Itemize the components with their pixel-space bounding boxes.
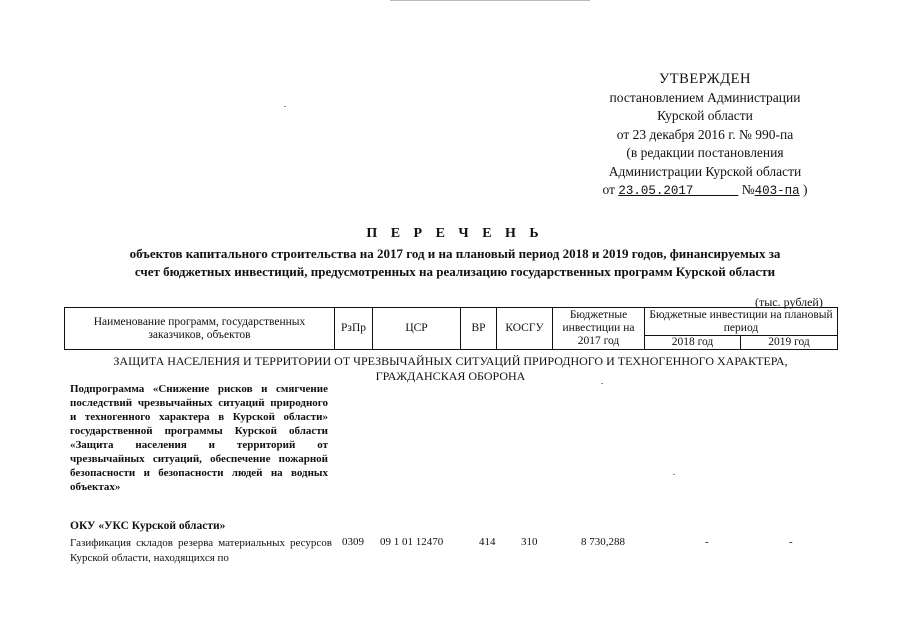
col-planned-period: Бюджетные инвестиции на плановый период [645,308,838,336]
subtitle-line-2: счет бюджетных инвестиций, предусмотренных на реализацию государственных программ Курской области [134,263,776,279]
scan-speck [601,383,603,384]
amend-number: 403-па [754,184,800,198]
object-name: Газификация складов резерва материальных ресурсов Курской области, находящихся по [70,537,332,564]
amend-from-prefix: от [602,182,615,197]
row-2018: - [705,536,709,548]
col-rzpr: РзПр [335,308,373,350]
amend-date: 23.05.2017 [618,184,694,198]
subprogram-title: Подпрограмма «Снижение рисков и смягчение последствий чрезвычайных ситуаций природного и техногенного характера в Курской области» государственной программы Курской области «Защита населения и территорий от чрезвычайных ситуаций, обеспечение пожарной безопасности и безопасности людей на водных объектах» [70,383,328,493]
document-title: П Е Р Е Ч Е Н Ь [366,226,544,241]
section-line-1: ЗАЩИТА НАСЕЛЕНИЯ И ТЕРРИТОРИИ ОТ ЧРЕЗВЫЧАЙНЫХ СИТУАЦИЙ ПРИРОДНОГО И ТЕХНОГЕННОГО ХАРАКТЕРА, [113,354,788,368]
state-customer: ОКУ «УКС Курской области» [70,520,226,532]
table-header [64,307,838,350]
section-heading [64,354,837,384]
col-2018: 2018 год [645,336,741,350]
top-scan-edge [390,0,590,1]
amend-number-prefix: № [741,182,755,197]
row-kosgu: 310 [521,536,538,548]
approval-line-3: от 23 декабря 2016 г. № 990-па [616,126,794,142]
approval-line-5: Администрации Курской области [608,163,802,179]
scan-speck [673,474,675,475]
approval-title: УТВЕРЖДЕН [659,71,751,87]
row-csr: 09 1 01 12470 [380,536,444,548]
col-vr: ВР [461,308,497,350]
approval-line-2: Курской области [657,108,753,123]
approval-amendment-line [560,181,850,201]
row-2019: - [789,536,793,548]
document-subtitle [40,245,870,280]
approval-block [560,70,850,201]
col-kosgu: КОСГУ [497,308,553,350]
col-csr: ЦСР [373,308,461,350]
amend-closing: ) [803,182,808,197]
section-line-2: ГРАЖДАНСКАЯ ОБОРОНА [375,369,526,383]
subtitle-line-1: объектов капитального строительства на 2017 год и на плановый период 2018 и 2019 годов, финансируемых за [129,246,781,261]
col-budget-2017: Бюджетные инвестиции на 2017 год [553,308,645,350]
row-budget-2017: 8 730,288 [581,536,625,548]
row-rzpr: 0309 [342,536,364,548]
approval-line-4: (в редакции постановления [626,145,784,160]
row-vr: 414 [479,536,496,548]
col-name: Наименование программ, государственных заказчиков, объектов [65,308,335,350]
scan-speck [284,106,286,107]
approval-line-1: постановлением Администрации [609,89,801,105]
units-note: (тыс. рублей) [755,295,823,309]
col-2019: 2019 год [741,336,838,350]
